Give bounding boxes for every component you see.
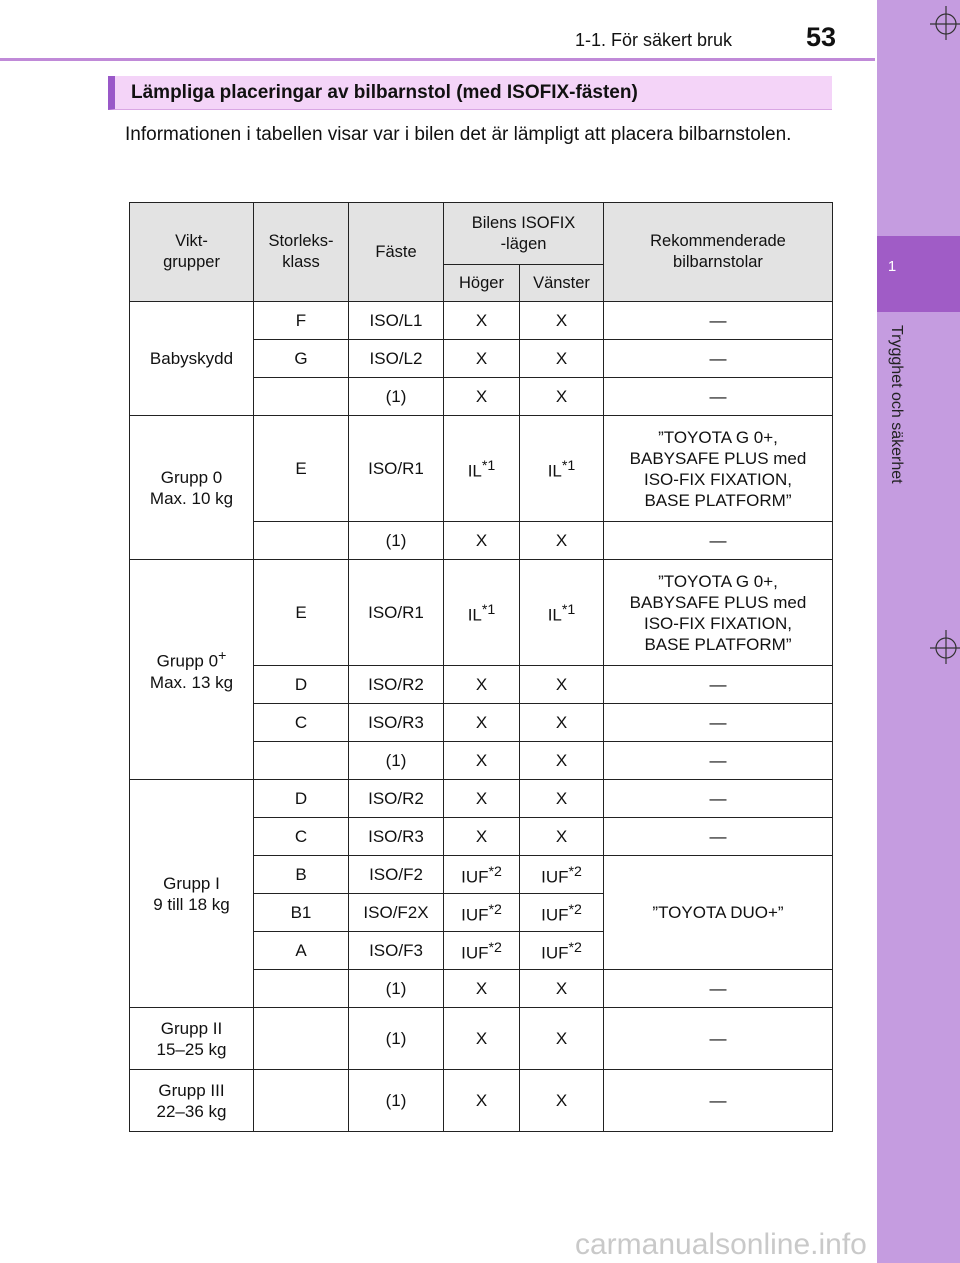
header-isofix-positions: Bilens ISOFIX -lägen [444,203,604,265]
size-cell [254,1008,349,1070]
size-cell: B [254,856,349,894]
table-row [130,1070,833,1132]
right-cell: IUF$^{*2}$ [444,932,520,970]
size-cell: E [254,416,349,522]
intro-paragraph: Informationen i tabellen visar var i bilen det är lämpligt att placera bilbarnstolen. [125,124,792,145]
right-cell: IL$^{*1}$ [444,416,520,522]
fixture-cell: ISO/F2 [349,856,444,894]
fixture-cell: ISO/R1 [349,560,444,666]
section-heading-box [108,76,832,110]
right-cell: X [444,340,520,378]
left-cell: IUF$^{*2}$ [520,932,604,970]
group-label: Grupp 0+ Max. 13 kg [130,560,254,780]
size-cell: D [254,666,349,704]
fixture-cell: (1) [349,1070,444,1132]
left-cell: X [520,818,604,856]
fixture-cell: (1) [349,1008,444,1070]
recommended-cell: — [604,970,833,1008]
right-cell: IL$^{*1}$ [444,560,520,666]
left-cell: X [520,780,604,818]
header-section-title: 1-1. För säkert bruk [575,30,733,50]
crop-mark-middle-icon [926,630,960,664]
left-cell: IUF$^{*2}$ [520,894,604,932]
right-cell: X [444,1008,520,1070]
recommended-cell: — [604,704,833,742]
group-label: Grupp III 22–36 kg [130,1070,254,1132]
left-cell: IL$^{*1}$ [520,560,604,666]
left-cell: X [520,1070,604,1132]
fixture-cell: ISO/R1 [349,416,444,522]
recommended-cell: — [604,302,833,340]
right-cell: X [444,666,520,704]
recommended-cell: — [604,818,833,856]
size-cell [254,1070,349,1132]
size-cell: D [254,780,349,818]
right-cell: IUF$^{*2}$ [444,894,520,932]
left-cell: X [520,340,604,378]
recommended-cell: ”TOYOTA G 0+, BABYSAFE PLUS med ISO-FIX FIXATION, BASE PLATFORM” [604,560,833,666]
left-cell: X [520,302,604,340]
fixture-cell: ISO/F2X [349,894,444,932]
recommended-cell: — [604,780,833,818]
chapter-number: 1 [887,258,897,275]
recommended-cell: — [604,522,833,560]
right-cell: IUF$^{*2}$ [444,856,520,894]
size-cell: F [254,302,349,340]
group-label: Grupp 0 Max. 10 kg [130,416,254,560]
group-label: Babyskydd [130,302,254,416]
right-cell: X [444,704,520,742]
right-cell: X [444,1070,520,1132]
table-row [130,560,833,666]
section-title: Lämpliga placeringar av bilbarnstol (med ISOFIX-fästen) [131,82,638,103]
left-cell: X [520,742,604,780]
header-rule [0,58,875,61]
size-cell: B1 [254,894,349,932]
fixture-cell: ISO/R2 [349,780,444,818]
table-row [130,780,833,818]
left-cell: X [520,666,604,704]
group-label: Grupp II 15–25 kg [130,1008,254,1070]
fixture-cell: (1) [349,378,444,416]
right-cell: X [444,522,520,560]
size-cell: C [254,818,349,856]
left-cell: X [520,704,604,742]
size-cell: A [254,932,349,970]
right-cell: X [444,742,520,780]
size-cell [254,522,349,560]
header-right: Höger [444,265,520,302]
fixture-cell: ISO/L1 [349,302,444,340]
recommended-cell: — [604,666,833,704]
right-cell: X [444,302,520,340]
size-cell [254,378,349,416]
table-row [130,1008,833,1070]
fixture-cell: ISO/R2 [349,666,444,704]
recommended-cell: ”TOYOTA DUO+” [604,856,833,970]
recommended-cell: — [604,1070,833,1132]
chapter-title: Trygghet och säkerhet [888,325,905,484]
fixture-cell: ISO/R3 [349,704,444,742]
fixture-cell: (1) [349,522,444,560]
left-cell: X [520,522,604,560]
group-label: Grupp I 9 till 18 kg [130,780,254,1008]
right-cell: X [444,818,520,856]
size-cell: E [254,560,349,666]
fixture-cell: ISO/R3 [349,818,444,856]
left-cell: X [520,378,604,416]
right-cell: X [444,970,520,1008]
recommended-cell: — [604,340,833,378]
table-row [130,416,833,522]
size-cell [254,742,349,780]
left-cell: IL$^{*1}$ [520,416,604,522]
size-cell: C [254,704,349,742]
header-fixture: Fäste [349,203,444,302]
recommended-cell: — [604,1008,833,1070]
left-cell: X [520,1008,604,1070]
fixture-cell: ISO/F3 [349,932,444,970]
header-weight-group: Vikt- grupper [130,203,254,302]
page-number: 53 [806,22,837,52]
fixture-cell: ISO/L2 [349,340,444,378]
header-recommended-seats: Rekommenderade bilbarnstolar [604,203,833,302]
header-left: Vänster [520,265,604,302]
header-size-class: Storleks- klass [254,203,349,302]
left-cell: IUF$^{*2}$ [520,856,604,894]
size-cell [254,970,349,1008]
isofix-table [129,202,833,1132]
fixture-cell: (1) [349,742,444,780]
table-row [130,302,833,340]
watermark: carmanualsonline.info [575,1228,867,1261]
crop-mark-top-icon [926,6,960,40]
right-cell: X [444,780,520,818]
left-cell: X [520,970,604,1008]
size-cell: G [254,340,349,378]
recommended-cell: — [604,742,833,780]
recommended-cell: ”TOYOTA G 0+, BABYSAFE PLUS med ISO-FIX FIXATION, BASE PLATFORM” [604,416,833,522]
fixture-cell: (1) [349,970,444,1008]
right-cell: X [444,378,520,416]
recommended-cell: — [604,378,833,416]
